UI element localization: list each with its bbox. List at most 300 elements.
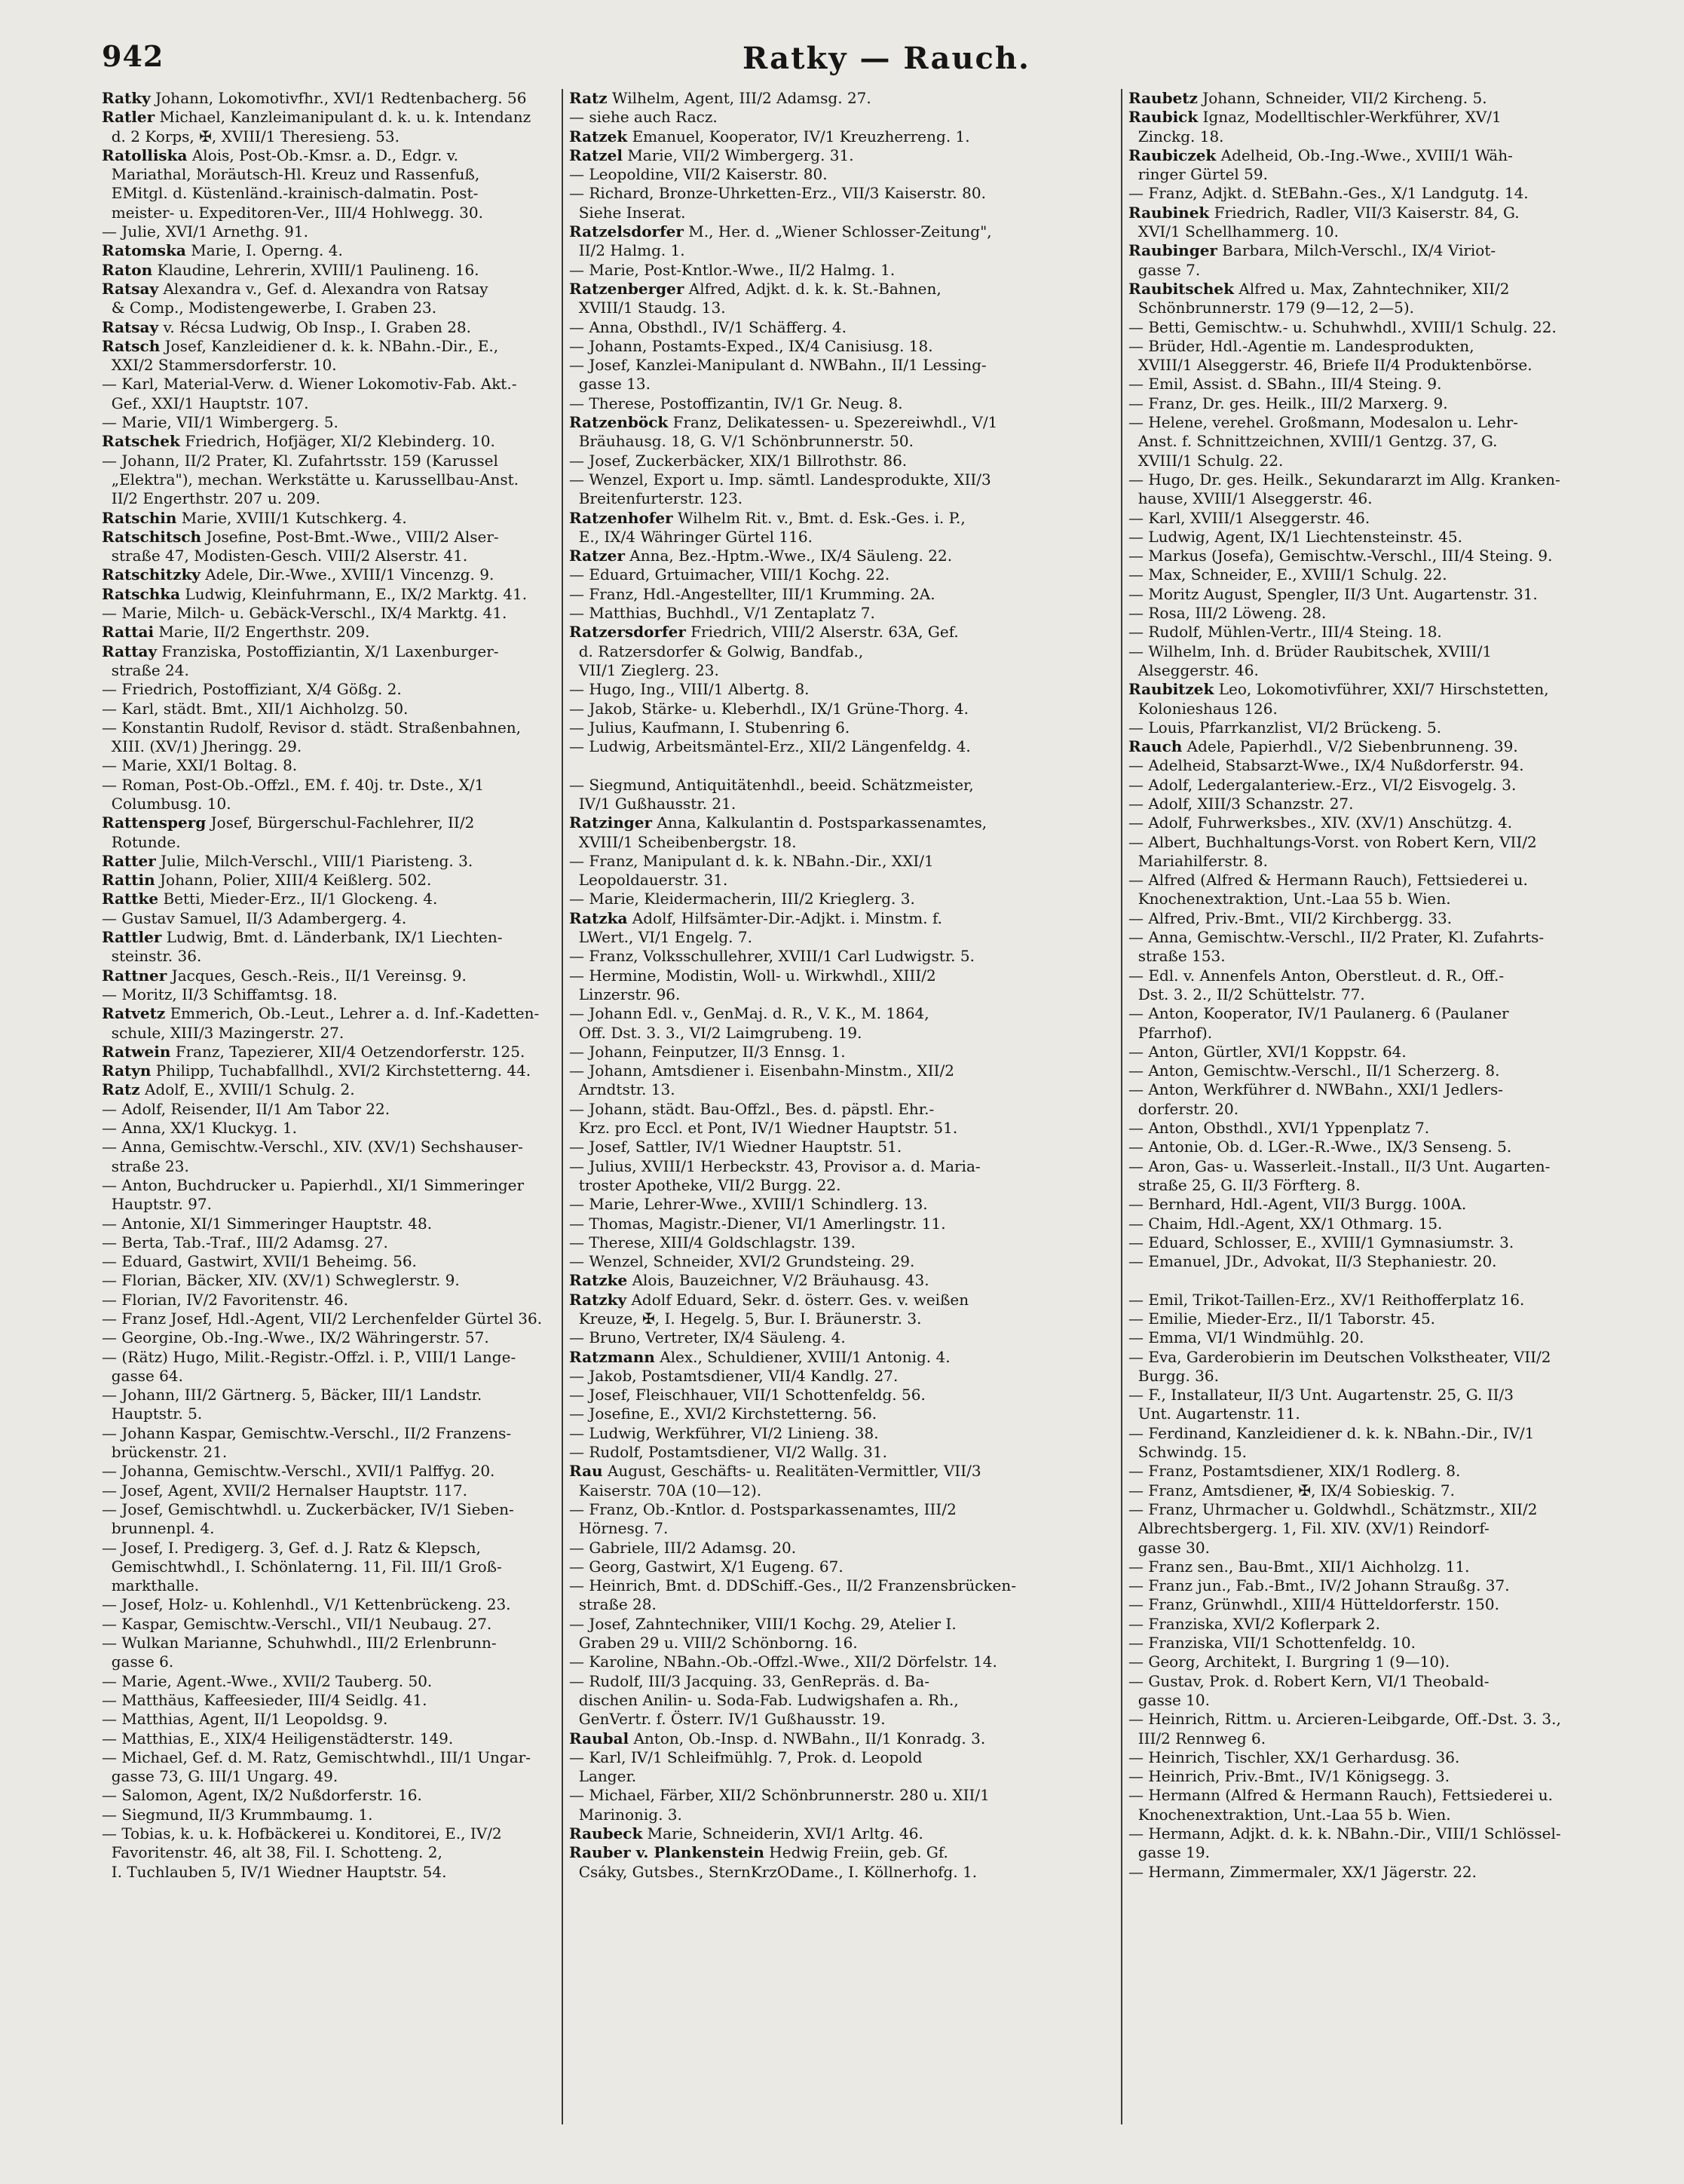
entry-text: — Albert, Buchhaltungs-Vorst. von Robert Kern, VII/2 [1128, 832, 1537, 851]
directory-line [569, 871, 1024, 890]
entry-text: Alfred, Adjkt. d. k. k. St.-Bahnen, [684, 279, 942, 298]
entry-text: Alois, Bauzeichner, V/2 Bräuhausg. 43. [627, 1271, 929, 1290]
directory-line [569, 1080, 1024, 1099]
directory-line [102, 1138, 557, 1156]
directory-line [1128, 1252, 1584, 1271]
entry-text: — Tobias, k. u. k. Hofbäckerei u. Konditorei, E., IV/2 [102, 1824, 502, 1843]
directory-line [1128, 1863, 1584, 1882]
entry-text: Marie, I. Operng. 4. [185, 241, 343, 260]
entry-text: Alfred u. Max, Zahntechniker, XII/2 [1233, 279, 1510, 298]
directory-line [569, 1004, 1024, 1023]
entry-text: — Wenzel, Schneider, XVI/2 Grundsteing. 29. [569, 1252, 915, 1271]
directory-line [1128, 890, 1584, 908]
directory-line [569, 890, 1024, 908]
entry-surname: Ratwein [102, 1042, 171, 1061]
entry-surname: Raubick [1128, 108, 1199, 127]
entry-text: VII/1 Zieglerg. 23. [569, 660, 719, 679]
directory-line [569, 623, 1024, 642]
directory-line [1128, 756, 1584, 775]
entry-text: — Franziska, VII/1 Schottenfeldg. 10. [1128, 1634, 1416, 1653]
entry-text: — Julie, XVI/1 Arnethg. 91. [102, 222, 308, 241]
entry-text: — Matthias, E., XIX/4 Heiligenstädterstr. 149. [102, 1729, 454, 1748]
directory-line [569, 1367, 1024, 1386]
entry-text: — Berta, Tab.-Traf., III/2 Adamsg. 27. [102, 1233, 388, 1251]
entry-surname: Rau [569, 1462, 603, 1481]
entry-text: Michael, Kanzleimanipulant d. k. u. k. Intendanz [155, 108, 531, 127]
entry-text: straße 24. [102, 660, 189, 679]
directory-line [569, 1424, 1024, 1443]
entry-text: ringer Gürtel 59. [1128, 165, 1268, 184]
directory-line [102, 1061, 557, 1080]
directory-line [569, 1404, 1024, 1423]
entry-text: — Josef, Sattler, IV/1 Wiedner Hauptstr. 51. [569, 1138, 902, 1156]
directory-line [569, 528, 1024, 547]
directory-line [1128, 813, 1584, 832]
directory-line [569, 1024, 1024, 1043]
directory-line [102, 1843, 557, 1862]
directory-line [1128, 1729, 1584, 1748]
entry-text: Franziska, Postoffiziantin, X/1 Laxenburger- [157, 642, 499, 660]
entry-text: Burgg. 36. [1128, 1366, 1219, 1385]
directory-line [569, 585, 1024, 604]
entry-column-2 [569, 89, 1024, 1882]
directory-line [102, 928, 557, 947]
directory-line [1128, 1157, 1584, 1176]
entry-text: — Franz, Hdl.-Angestellter, III/1 Krumming. 2A. [569, 584, 935, 603]
directory-line [1128, 1080, 1584, 1099]
entry-text: Marie, Schneiderin, XVI/1 Arltg. 46. [642, 1824, 923, 1843]
entry-text: Favoritenstr. 46, alt 38, Fil. I. Schotteng. 2, [102, 1843, 442, 1862]
entry-text: — Rosa, III/2 Löweng. 28. [1128, 604, 1327, 623]
directory-line [1128, 318, 1584, 337]
directory-line [102, 413, 557, 432]
directory-line [569, 661, 1024, 680]
entry-text: IV/1 Gußhausstr. 21. [569, 794, 736, 813]
entry-text: — Wulkan Marianne, Schuhwhdl., III/2 Erlenbrunn- [102, 1634, 497, 1653]
directory-line [569, 1100, 1024, 1119]
directory-line [1128, 585, 1584, 604]
directory-line [102, 1119, 557, 1138]
entry-text: — Wilhelm, Inh. d. Brüder Raubitschek, XVIII/1 [1128, 642, 1493, 660]
entry-text: — Helene, verehel. Großmann, Modesalon u. Lehr- [1128, 413, 1518, 432]
directory-line [569, 718, 1024, 737]
entry-text: Off. Dst. 3. 3., VI/2 Laimgrubeng. 19. [569, 1023, 862, 1042]
directory-line [1128, 1595, 1584, 1614]
entry-text: Franz, Delikatessen- u. Spezereiwhdl., V/1 [668, 413, 998, 432]
entry-text: — Johann, III/2 Gärtnerg. 5, Bäcker, III/1 Landstr. [102, 1386, 482, 1404]
directory-line [102, 1100, 557, 1119]
entry-surname: Ratz [102, 1080, 140, 1099]
directory-line [102, 871, 557, 890]
entry-text: schule, XIII/3 Mazingerstr. 27. [102, 1023, 344, 1042]
entry-text: — Franz, Amtsdiener, ✠, IX/4 Sobieskig. 7. [1128, 1481, 1455, 1499]
entry-text: — Anna, Gemischtw.-Verschl., XIV. (XV/1) Sechshauser- [102, 1138, 523, 1156]
entry-text: Johann, Schneider, VII/2 Kircheng. 5. [1197, 89, 1487, 107]
directory-line [569, 1138, 1024, 1156]
entry-text: — Adolf, XIII/3 Schanzstr. 27. [1128, 794, 1354, 813]
entry-text: troster Apotheke, VII/2 Burgg. 22. [569, 1175, 841, 1194]
entry-text: — Antonie, XI/1 Simmeringer Hauptstr. 48. [102, 1214, 433, 1233]
entry-text: — Salomon, Agent, IX/2 Nußdorferstr. 16. [102, 1786, 422, 1805]
directory-line [569, 833, 1024, 852]
entry-text: — Wenzel, Export u. Imp. sämtl. Landesprodukte, XII/3 [569, 470, 991, 489]
directory-line [1128, 509, 1584, 528]
directory-line [102, 813, 557, 832]
entry-text: Ludwig, Kleinfuhrmann, E., IX/2 Marktg. 41. [180, 584, 528, 603]
directory-line [569, 1481, 1024, 1500]
directory-line [1128, 528, 1584, 547]
entry-surname: Ratschitsch [102, 527, 202, 546]
page-title: Ratky — Rauch. [742, 41, 1030, 76]
entry-text: dorferstr. 20. [1128, 1099, 1239, 1118]
directory-line [102, 985, 557, 1004]
entry-text: Csáky, Gutsbes., SternKrzODame., I. Köllnerhofg. 1. [569, 1862, 978, 1881]
directory-line [1128, 1309, 1584, 1328]
directory-line [1128, 737, 1584, 756]
directory-line [102, 528, 557, 547]
directory-line [569, 1195, 1024, 1214]
directory-line [569, 795, 1024, 813]
directory-line [569, 1348, 1024, 1367]
directory-line [102, 1462, 557, 1481]
directory-line [569, 413, 1024, 432]
entry-text: hause, XVIII/1 Alseggerstr. 46. [1128, 489, 1373, 508]
directory-line [102, 1576, 557, 1595]
directory-line [102, 1634, 557, 1653]
entry-surname: Raubinek [1128, 203, 1210, 222]
entry-text: Emmerich, Ob.-Leut., Lehrer a. d. Inf.-Kadetten- [165, 1004, 540, 1023]
directory-line [102, 261, 557, 280]
directory-line [1128, 1061, 1584, 1080]
directory-line [102, 1004, 557, 1023]
entry-text: — Emil, Assist. d. SBahn., III/4 Steing. 9. [1128, 375, 1442, 394]
directory-line [102, 1710, 557, 1729]
directory-line [1128, 1519, 1584, 1538]
entry-text: — Adolf, Fuhrwerksbes., XIV. (XV/1) Anschützg. 4. [1128, 813, 1513, 832]
directory-line [1128, 1386, 1584, 1404]
directory-line [102, 852, 557, 871]
page-number: 942 [102, 39, 164, 73]
entry-text: — Anton, Obsthdl., XVI/1 Yppenplatz 7. [1128, 1119, 1430, 1138]
entry-text: — Johann Edl. v., GenMaj. d. R., V. K., M. 1864, [569, 1004, 929, 1023]
directory-line [1128, 1404, 1584, 1423]
directory-line [569, 1309, 1024, 1328]
entry-text: — Marie, Kleidermacherin, III/2 Krieglerg. 3. [569, 890, 915, 908]
entry-text: Adolf, E., XVIII/1 Schulg. 2. [139, 1080, 355, 1099]
directory-line [1128, 356, 1584, 375]
entry-text: straße 28. [569, 1595, 657, 1614]
entry-text: — Johann, städt. Bau-Offzl., Bes. d. päpstl. Ehr.- [569, 1099, 935, 1118]
directory-line [102, 356, 557, 375]
directory-line [1128, 89, 1584, 108]
entry-text: Siehe Inserat. [569, 203, 686, 222]
entry-text: — Johann, Postamts-Exped., IX/4 Canisiusg. 18. [569, 336, 933, 355]
entry-text: — Anna, Gemischtw.-Verschl., II/2 Prater, Kl. Zufahrts- [1128, 928, 1545, 947]
directory-line [102, 394, 557, 413]
directory-line [569, 432, 1024, 451]
entry-text: — Franz, Uhrmacher u. Goldwhdl., Schätzmstr., XII/2 [1128, 1499, 1538, 1518]
entry-text: gasse 73, G. III/1 Ungarg. 49. [102, 1767, 338, 1786]
entry-text: — Marie, XXI/1 Boltag. 8. [102, 756, 298, 775]
entry-text: Mariathal, Moräutsch-Hl. Kreuz und Rassenfuß, [102, 165, 480, 184]
entry-text: — Johanna, Gemischtw.-Verschl., XVII/1 Palffyg. 20. [102, 1462, 495, 1481]
directory-line [569, 1576, 1024, 1595]
entry-text: Breitenfurterstr. 123. [569, 489, 743, 508]
entry-text: — Adelheid, Stabsarzt-Wwe., IX/4 Nußdorferstr. 94. [1128, 756, 1524, 775]
entry-text: — Adolf, Reisender, II/1 Am Tabor 22. [102, 1099, 390, 1118]
entry-surname: Ratzenhofer [569, 508, 673, 527]
entry-surname: Ratschin [102, 508, 177, 527]
entry-text: — Franz, Volksschullehrer, XVIII/1 Carl Ludwigstr. 5. [569, 947, 975, 966]
directory-line [1128, 1691, 1584, 1710]
directory-line [102, 966, 557, 985]
entry-surname: Ratzenberger [569, 279, 684, 298]
entry-text: Friedrich, Hofjäger, XI/2 Klebinderg. 10. [179, 432, 495, 451]
directory-line [102, 1291, 557, 1309]
directory-line [102, 585, 557, 604]
directory-line [1128, 1481, 1584, 1500]
entry-text: — Bruno, Vertreter, IX/4 Säuleng. 4. [569, 1328, 846, 1347]
entry-surname: Rattensperg [102, 813, 207, 832]
entry-text: Friedrich, Radler, VII/3 Kaiserstr. 84, G. [1209, 203, 1520, 222]
directory-line [1128, 700, 1584, 718]
entry-text: E., IX/4 Währinger Gürtel 116. [569, 527, 813, 546]
entry-text: — Anton, Gemischtw.-Verschl., II/1 Scherzerg. 8. [1128, 1061, 1500, 1080]
directory-line [569, 1252, 1024, 1271]
directory-line [569, 1519, 1024, 1538]
directory-line [569, 261, 1024, 280]
directory-line [1128, 718, 1584, 737]
entry-text: — Hermann, Zimmermaler, XX/1 Jägerstr. 22. [1128, 1862, 1477, 1881]
directory-line [569, 489, 1024, 508]
directory-line [1128, 966, 1584, 985]
directory-line [569, 1615, 1024, 1634]
entry-text: Hauptstr. 5. [102, 1404, 203, 1423]
entry-text: Friedrich, VIII/2 Alserstr. 63A, Gef. [685, 623, 959, 642]
directory-line [1128, 776, 1584, 795]
directory-line [102, 1443, 557, 1462]
entry-text: Barbara, Milch-Verschl., IX/4 Viriot- [1217, 241, 1496, 260]
directory-line [102, 718, 557, 737]
directory-line [102, 470, 557, 489]
entry-text: Leo, Lokomotivführer, XXI/7 Hirschstetten, [1214, 680, 1549, 699]
directory-line [569, 184, 1024, 203]
entry-text: — Emanuel, JDr., Advokat, II/3 Stephaniestr. 20. [1128, 1252, 1497, 1271]
entry-text: — Alfred (Alfred & Hermann Rauch), Fettsiederei u. [1128, 871, 1528, 890]
directory-line [1128, 1843, 1584, 1862]
directory-line [569, 928, 1024, 947]
directory-line [102, 1309, 557, 1328]
directory-line [569, 1386, 1024, 1404]
entry-text: — Kaspar, Gemischtw.-Verschl., VII/1 Neubaug. 27. [102, 1614, 492, 1633]
directory-line [569, 909, 1024, 928]
entry-text: gasse 19. [1128, 1843, 1210, 1862]
directory-line [1128, 1443, 1584, 1462]
entry-text: Albrechtsbergerg. 1, Fil. XIV. (XV/1) Reindorf- [1128, 1519, 1490, 1538]
directory-line [102, 146, 557, 165]
entry-text: Hörnesg. 7. [569, 1519, 669, 1538]
entry-column-3 [1128, 89, 1584, 1882]
directory-line [1128, 795, 1584, 813]
directory-line [569, 1558, 1024, 1576]
entry-surname: Raubetz [1128, 89, 1198, 107]
directory-line [569, 966, 1024, 985]
entry-surname: Ratler [102, 108, 155, 127]
entry-text: — Rudolf, Postamtsdiener, VI/2 Wallg. 31. [569, 1443, 887, 1462]
entry-text: — Hermine, Modistin, Woll- u. Wirkwhdl., XIII/2 [569, 966, 936, 985]
entry-text: — Leopoldine, VII/2 Kaiserstr. 80. [569, 165, 828, 184]
directory-line [102, 1157, 557, 1176]
directory-line [569, 1176, 1024, 1195]
entry-text: — Thomas, Magistr.-Diener, VI/1 Amerlingstr. 11. [569, 1214, 946, 1233]
entry-text: — Roman, Post-Ob.-Offzl., EM. f. 40j. tr. Dste., X/1 [102, 775, 485, 794]
directory-line [1128, 947, 1584, 966]
directory-line [1128, 241, 1584, 260]
entry-text: August, Geschäfts- u. Realitäten-Vermittler, VII/3 [602, 1462, 981, 1481]
directory-line [1128, 1500, 1584, 1519]
entry-text: & Comp., Modistengewerbe, I. Graben 23. [102, 299, 437, 317]
entry-text: III/2 Rennweg 6. [1128, 1729, 1266, 1748]
entry-text: XVIII/1 Schulg. 22. [1128, 451, 1284, 470]
entry-text: Julie, Milch-Verschl., VIII/1 Piaristeng. 3. [155, 851, 473, 870]
directory-line [569, 1119, 1024, 1138]
directory-line [102, 127, 557, 146]
directory-line [1128, 1004, 1584, 1023]
entry-surname: Ratzky [569, 1290, 627, 1309]
directory-line [1128, 1328, 1584, 1347]
directory-line [102, 1215, 557, 1233]
entry-text: gasse 13. [569, 375, 651, 394]
entry-text: Alex., Schuldiener, XVIII/1 Antonig. 4. [654, 1347, 951, 1366]
entry-text: Arndtstr. 13. [569, 1080, 675, 1099]
directory-line [1128, 1024, 1584, 1043]
entry-surname: Rauber v. Plankenstein [569, 1843, 764, 1862]
entry-text: — Friedrich, Postoffiziant, X/4 Gößg. 2. [102, 680, 402, 699]
entry-text: brückenstr. 21. [102, 1443, 228, 1462]
entry-surname: Rattay [102, 642, 158, 660]
entry-text: Johann, Lokomotivfhr., XVI/1 Redtenbacherg. 56 [150, 89, 527, 107]
directory-line [569, 1748, 1024, 1767]
entry-text: straße 25, G. II/3 Förfterg. 8. [1128, 1175, 1361, 1194]
directory-line [569, 1043, 1024, 1061]
entry-text: Klaudine, Lehrerin, XVIII/1 Paulineng. 16. [152, 260, 479, 279]
directory-line [1128, 1748, 1584, 1767]
entry-text: Wilhelm Rit. v., Bmt. d. Esk.-Ges. i. P., [672, 508, 966, 527]
entry-text: — Heinrich, Priv.-Bmt., IV/1 Königsegg. 3. [1128, 1767, 1450, 1786]
entry-text: I. Tuchlauben 5, IV/1 Wiedner Hauptstr. 54. [102, 1862, 447, 1881]
entry-text: — Emma, VI/1 Windmühlg. 20. [1128, 1328, 1364, 1347]
directory-line [102, 337, 557, 356]
entry-text: — Georg, Architekt, I. Burgring 1 (9—10). [1128, 1653, 1450, 1671]
directory-line [1128, 1119, 1584, 1138]
entry-text: — Adolf, Ledergalanteriew.-Erz., VI/2 Eisvogelg. 3. [1128, 775, 1517, 794]
directory-line [102, 299, 557, 317]
directory-line [1128, 261, 1584, 280]
entry-column-1 [102, 89, 557, 1882]
entry-text: Ignaz, Modelltischler-Werkführer, XV/1 [1198, 108, 1502, 127]
directory-line [1128, 375, 1584, 394]
entry-surname: Raubinger [1128, 241, 1217, 260]
directory-line [102, 509, 557, 528]
directory-line [102, 1043, 557, 1061]
directory-line [1128, 871, 1584, 890]
directory-line [102, 1653, 557, 1671]
entry-text: Schwindg. 15. [1128, 1443, 1248, 1462]
entry-text: dischen Anilin- u. Soda-Fab. Ludwigshafen a. Rh., [569, 1690, 959, 1709]
entry-text: — Marie, Lehrer-Wwe., XVIII/1 Schindlerg. 13. [569, 1195, 928, 1214]
directory-line [569, 108, 1024, 127]
directory-line [569, 1634, 1024, 1653]
directory-line [569, 1157, 1024, 1176]
entry-text: — Moritz August, Spengler, II/3 Unt. Augartenstr. 31. [1128, 584, 1538, 603]
entry-text: Hauptstr. 97. [102, 1195, 212, 1214]
directory-line [1128, 1291, 1584, 1309]
directory-line [1128, 1539, 1584, 1558]
entry-text: Emanuel, Kooperator, IV/1 Kreuzherreng. 1. [627, 127, 970, 145]
column-divider [562, 89, 563, 2124]
entry-surname: Ratschitzky [102, 565, 201, 584]
directory-line [1128, 470, 1584, 489]
entry-surname: Ratzersdorfer [569, 623, 686, 642]
entry-text: Columbusg. 10. [102, 794, 231, 813]
entry-text: — (Rätz) Hugo, Milit.-Registr.-Offzl. i. P., VIII/1 Lange- [102, 1347, 516, 1366]
entry-text: — Michael, Färber, XII/2 Schönbrunnerstr. 280 u. XII/1 [569, 1786, 990, 1805]
entry-text: — Marie, VII/1 Wimbergerg. 5. [102, 413, 338, 432]
directory-line [102, 1672, 557, 1691]
directory-line [569, 947, 1024, 966]
entry-text: — Chaim, Hdl.-Agent, XX/1 Othmarg. 15. [1128, 1214, 1443, 1233]
entry-surname: Ratzenböck [569, 413, 669, 432]
entry-text: Ludwig, Bmt. d. Länderbank, IX/1 Liechten- [161, 928, 503, 947]
entry-surname: Raubiczek [1128, 145, 1217, 164]
directory-line [1128, 1367, 1584, 1386]
directory-line [102, 1348, 557, 1367]
directory-line [102, 890, 557, 908]
entry-surname: Rattner [102, 966, 167, 985]
entry-text: Gemischtwhdl., I. Schönlaterng. 11, Fil. III/1 Groß- [102, 1557, 502, 1576]
entry-text: — Franz, Ob.-Kntlor. d. Postsparkassenamtes, III/2 [569, 1499, 957, 1518]
entry-text: — Josefine, E., XVI/2 Kirchstetterng. 56. [569, 1404, 877, 1423]
entry-surname: Rattai [102, 623, 155, 642]
entry-surname: Ratsay [102, 317, 159, 336]
directory-line [1128, 489, 1584, 508]
entry-surname: Ratsch [102, 336, 161, 355]
entry-text: — Jakob, Postamtsdiener, VII/4 Kandlg. 27. [569, 1366, 899, 1385]
entry-text: — Anton, Gürtler, XVI/1 Koppstr. 64. [1128, 1042, 1407, 1061]
entry-text: — Karl, IV/1 Schleifmühlg. 7, Prok. d. Leopold [569, 1748, 923, 1766]
directory-line [569, 1539, 1024, 1558]
directory-line [569, 813, 1024, 832]
directory-line [1128, 337, 1584, 356]
directory-line [569, 337, 1024, 356]
directory-line [102, 642, 557, 661]
entry-text: — Julius, XVIII/1 Herbeckstr. 43, Provisor a. d. Maria- [569, 1156, 981, 1175]
directory-line [102, 776, 557, 795]
entry-surname: Raubitschek [1128, 279, 1234, 298]
directory-line [1128, 1424, 1584, 1443]
entry-text: — Franz, Grünwhdl., XIII/4 Hütteldorferstr. 150. [1128, 1595, 1499, 1614]
entry-text: — Alfred, Priv.-Bmt., VII/2 Kirchbergg. 33. [1128, 908, 1453, 927]
entry-text: Anna, Kalkulantin d. Postsparkassenamtes, [652, 813, 987, 832]
directory-line [102, 700, 557, 718]
directory-line [569, 604, 1024, 623]
entry-text: Gef., XXI/1 Hauptstr. 107. [102, 394, 309, 412]
entry-text: — Anna, Obsthdl., IV/1 Schäfferg. 4. [569, 317, 847, 336]
entry-text: — Louis, Pfarrkanzlist, VI/2 Brückeng. 5. [1128, 718, 1442, 737]
directory-line [1128, 1634, 1584, 1653]
entry-text: Alexandra v., Gef. d. Alexandra von Ratsay [158, 279, 488, 298]
entry-text: — Karoline, NBahn.-Ob.-Offzl.-Wwe., XII/2 Dörfelstr. 14. [569, 1653, 997, 1671]
